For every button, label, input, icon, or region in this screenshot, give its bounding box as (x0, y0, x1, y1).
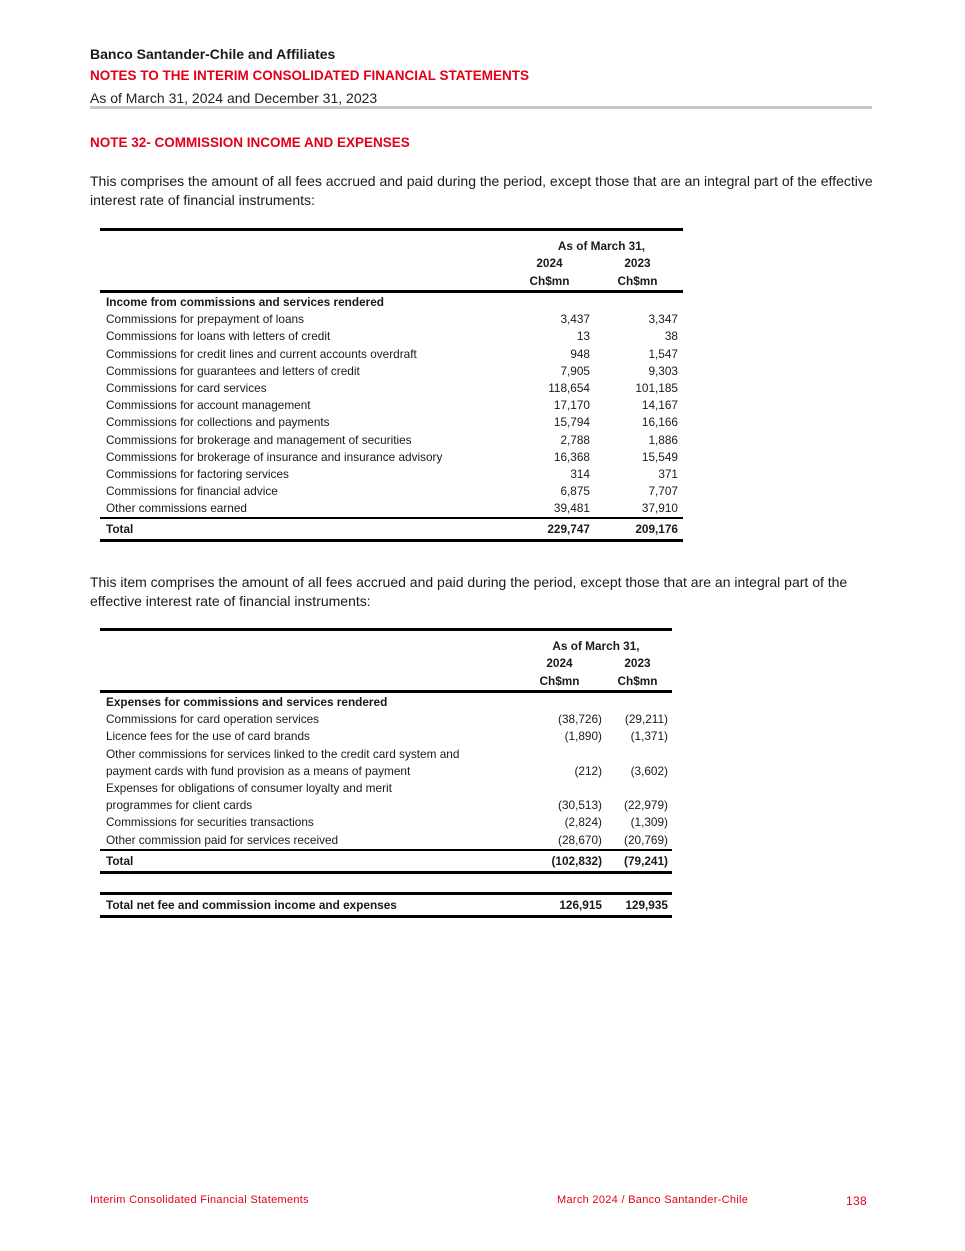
table-row (100, 449, 683, 466)
value-2023: 16,166 (641, 415, 678, 430)
value-2023: 1,547 (648, 346, 678, 361)
row-label: Commissions for brokerage and management of securities (106, 432, 412, 447)
value-2024 (527, 746, 602, 763)
row-label: programmes for client cards (106, 798, 253, 813)
row-label: Commissions for credit lines and current accounts overdraft (106, 346, 417, 361)
row-label: payment cards with fund provision as a means of payment (106, 763, 411, 778)
unit-2024-header: Ch$mn (529, 274, 570, 288)
value-2023: (3,602) (630, 763, 668, 778)
row-label: Commissions for card services (106, 380, 267, 395)
value-2024: 118,654 (548, 380, 590, 395)
row-label: Commissions for loans with letters of credit (106, 329, 331, 344)
footer-center: March 2024 / Banco Santander-Chile (557, 1194, 749, 1206)
table-header (100, 231, 683, 292)
table-row (100, 363, 683, 380)
row-label: Licence fees for the use of card brands (106, 729, 310, 744)
row-label: Commissions for securities transactions (106, 815, 314, 830)
value-2023: 7,707 (648, 484, 678, 499)
value-2023: (1,309) (630, 815, 668, 830)
value-2023: (22,979) (624, 798, 668, 813)
period-label: As of March 31, (552, 639, 640, 653)
row-label: Commissions for guarantees and letters of credit (106, 363, 360, 378)
value-2024: (1,890) (564, 729, 602, 744)
year-2023-header: 2023 (624, 256, 651, 270)
value-2023: 15,549 (641, 449, 678, 464)
section-label: Expenses for commissions and services rendered (106, 695, 388, 709)
value-2024: 7,905 (560, 363, 590, 378)
total-label: Total (106, 853, 134, 868)
row-label: Expenses for obligations of consumer loyalty and merit (106, 780, 392, 795)
footer-left: Interim Consolidated Financial Statements (90, 1194, 309, 1206)
table-row (100, 328, 683, 345)
value-2023: (29,211) (624, 712, 668, 727)
total-2023: (79,241) (624, 853, 668, 868)
value-2024: 3,437 (560, 312, 590, 327)
value-2024: 16,368 (553, 449, 590, 464)
table-row (100, 311, 683, 328)
table-row (100, 414, 683, 431)
notes-title: NOTES TO THE INTERIM CONSOLIDATED FINANCIAL STATEMENTS (90, 68, 530, 83)
value-2023 (602, 746, 672, 763)
section-label: Income from commissions and services rendered (106, 295, 384, 309)
unit-2023-header: Ch$mn (617, 674, 658, 688)
period-label: As of March 31, (557, 239, 646, 253)
value-2024: 39,481 (553, 501, 590, 516)
intro-paragraph: This comprises the amount of all fees accrued and paid during the period, except those that are an integral part of the effective interest rate of financial instruments: (90, 173, 873, 208)
value-2024: (2,824) (564, 815, 602, 830)
table-row (100, 483, 683, 500)
total-2024: (102,832) (551, 853, 602, 868)
page-number: 138 (846, 1194, 867, 1208)
table-row (100, 746, 672, 763)
row-label: Commissions for financial advice (106, 484, 278, 499)
year-2024-header: 2024 (546, 656, 573, 670)
value-2023: 38 (664, 329, 678, 344)
row-label: Commissions for factoring services (106, 466, 289, 481)
header-rule (100, 690, 672, 693)
expense-paragraph: This item comprises the amount of all fees accrued and paid during the period, except those that are an integral part of the effective interest rate of financial instruments: (90, 574, 848, 609)
row-label: Other commissions for services linked to the credit card system and (106, 746, 460, 761)
net-total-2023: 129,935 (625, 897, 668, 912)
year-2024-header: 2024 (536, 256, 563, 270)
table-row (100, 728, 672, 745)
value-2024: (212) (574, 763, 602, 778)
value-2024: (30,513) (558, 798, 602, 813)
header-divider (90, 106, 872, 109)
table-row (100, 397, 683, 414)
value-2024: 15,794 (553, 415, 590, 430)
as-of-date: As of March 31, 2024 and December 31, 2023 (90, 90, 378, 106)
table-header (100, 631, 672, 692)
value-2024: 314 (570, 466, 590, 481)
value-2024: 13 (576, 329, 590, 344)
value-2023: (20,769) (624, 832, 668, 847)
table-row (100, 346, 683, 363)
net-total-row (100, 892, 672, 918)
table-row (100, 466, 683, 483)
total-row (100, 517, 683, 542)
income-table (100, 228, 683, 542)
row-label: Commissions for brokerage of insurance and insurance advisory (106, 449, 443, 464)
value-2023: 14,167 (641, 398, 678, 413)
table-row (100, 500, 683, 517)
table-row (100, 711, 672, 728)
table-row (100, 763, 672, 780)
value-2023 (602, 780, 672, 797)
value-2023: 37,910 (641, 501, 678, 516)
table-row (100, 780, 672, 797)
page-header (90, 44, 872, 109)
row-label: Commissions for card operation services (106, 712, 320, 727)
year-2023-header: 2023 (624, 656, 651, 670)
value-2024: (38,726) (558, 712, 602, 727)
total-2024: 229,747 (547, 522, 590, 537)
unit-2023-header: Ch$mn (617, 274, 658, 288)
note-title: NOTE 32- COMMISSION INCOME AND EXPENSES (90, 135, 410, 150)
row-label: Other commission paid for services received (106, 832, 339, 847)
table-row (100, 380, 683, 397)
section-row (100, 694, 672, 711)
net-total-label: Total net fee and commission income and expenses (106, 897, 397, 912)
row-label: Other commissions earned (106, 501, 247, 516)
value-2023: 1,886 (648, 432, 678, 447)
table-row (100, 432, 683, 449)
value-2024 (527, 780, 602, 797)
value-2023: 9,303 (648, 363, 678, 378)
section-row (100, 294, 683, 311)
value-2023: 3,347 (648, 312, 678, 327)
value-2024: 2,788 (560, 432, 590, 447)
row-label: Commissions for prepayment of loans (106, 312, 305, 327)
row-label: Commissions for collections and payments (106, 415, 330, 430)
table-row (100, 797, 672, 814)
total-row (100, 849, 672, 874)
company-name: Banco Santander-Chile and Affiliates (90, 46, 336, 62)
value-2023: 371 (658, 466, 678, 481)
table-row (100, 832, 672, 849)
table-row (100, 814, 672, 831)
total-2023: 209,176 (635, 522, 678, 537)
value-2023: (1,371) (630, 729, 668, 744)
header-rule (100, 290, 683, 293)
row-label: Commissions for account management (106, 398, 311, 413)
expense-table (100, 628, 672, 918)
value-2024: 6,875 (560, 484, 590, 499)
value-2024: (28,670) (558, 832, 602, 847)
value-2023: 101,185 (635, 380, 678, 395)
net-total-2024: 126,915 (559, 897, 602, 912)
value-2024: 948 (570, 346, 590, 361)
total-label: Total (106, 522, 134, 537)
unit-2024-header: Ch$mn (539, 674, 580, 688)
value-2024: 17,170 (553, 398, 590, 413)
